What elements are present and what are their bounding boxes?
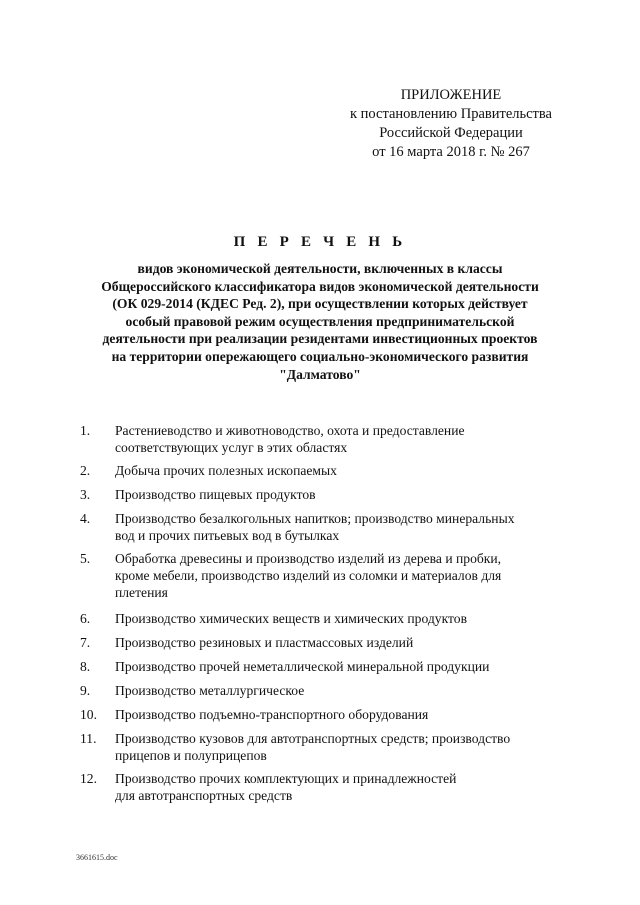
appendix-date-line: от 16 марта 2018 г. № 267 xyxy=(372,144,530,160)
item-number: 7. xyxy=(80,635,91,650)
item-line: плетения xyxy=(115,585,168,600)
item-number: 9. xyxy=(80,683,91,698)
item-line: для автотранспортных средств xyxy=(115,788,293,803)
item-line: соответствующих услуг в этих областях xyxy=(115,440,348,455)
appendix-line: Российской Федерации xyxy=(379,125,523,141)
subtitle-line: "Далматово" xyxy=(279,366,361,382)
subtitle-line: на территории опережающего социально-экономического развития xyxy=(111,348,529,364)
item-number: 6. xyxy=(80,611,91,626)
item-text xyxy=(115,422,577,456)
item-text xyxy=(115,510,577,544)
item-text xyxy=(115,682,577,699)
item-line: Производство прочей неметаллической минеральной продукции xyxy=(115,659,490,674)
item-number: 12. xyxy=(80,771,97,786)
file-reference: 3661615.doc xyxy=(76,853,118,862)
item-text xyxy=(115,706,577,723)
item-number: 2. xyxy=(80,463,91,478)
subtitle-line: (ОК 029-2014 (КДЕС Ред. 2), при осуществлении которых действует xyxy=(112,296,528,312)
item-line: Растениеводство и животноводство, охота и предоставление xyxy=(115,423,465,438)
item-text xyxy=(115,486,577,503)
item-line: вод и прочих питьевых вод в бутылках xyxy=(115,528,340,543)
item-line: кроме мебели, производство изделий из соломки и материалов для xyxy=(115,568,502,583)
item-text xyxy=(115,730,577,764)
appendix-title: ПРИЛОЖЕНИЕ xyxy=(400,87,502,103)
appendix-block xyxy=(330,86,572,162)
item-line: Производство безалкогольных напитков; производство минеральных xyxy=(115,511,515,526)
document-title: П Е Р Е Ч Е Н Ь xyxy=(233,234,407,250)
item-text xyxy=(115,462,577,479)
appendix-line: к постановлению Правительства xyxy=(350,106,552,122)
item-line: Производство кузовов для автотранспортных средств; производство xyxy=(115,731,511,746)
item-text xyxy=(115,550,577,601)
item-line: Производство металлургическое xyxy=(115,683,305,698)
item-number: 3. xyxy=(80,487,91,502)
item-number: 11. xyxy=(80,731,97,746)
item-number: 5. xyxy=(80,551,91,566)
item-line: Производство подъемно-транспортного оборудования xyxy=(115,707,429,722)
item-line: Производство резиновых и пластмассовых изделий xyxy=(115,635,414,650)
subtitle-line: особый правовой режим осуществления предпринимательской xyxy=(125,313,515,329)
subtitle-line: деятельности при реализации резидентами инвестиционных проектов xyxy=(102,331,538,347)
item-text xyxy=(115,610,577,627)
subtitle-line: Общероссийского классификатора видов экономической деятельности xyxy=(101,278,539,294)
item-line: Производство прочих комплектующих и принадлежностей xyxy=(115,771,457,786)
item-line: Производство пищевых продуктов xyxy=(115,487,316,502)
item-number: 8. xyxy=(80,659,91,674)
item-line: Добыча прочих полезных ископаемых xyxy=(115,463,337,478)
subtitle-line: видов экономической деятельности, включенных в классы xyxy=(137,261,503,276)
item-number: 4. xyxy=(80,511,91,526)
item-number: 1. xyxy=(80,423,91,438)
item-number: 10. xyxy=(80,707,97,722)
document-subtitle xyxy=(40,260,600,383)
item-text xyxy=(115,634,577,651)
item-text xyxy=(115,658,577,675)
item-text xyxy=(115,770,577,804)
item-line: Производство химических веществ и химических продуктов xyxy=(115,611,467,626)
item-line: прицепов и полуприцепов xyxy=(115,748,267,763)
item-line: Обработка древесины и производство изделий из дерева и пробки, xyxy=(115,551,502,566)
